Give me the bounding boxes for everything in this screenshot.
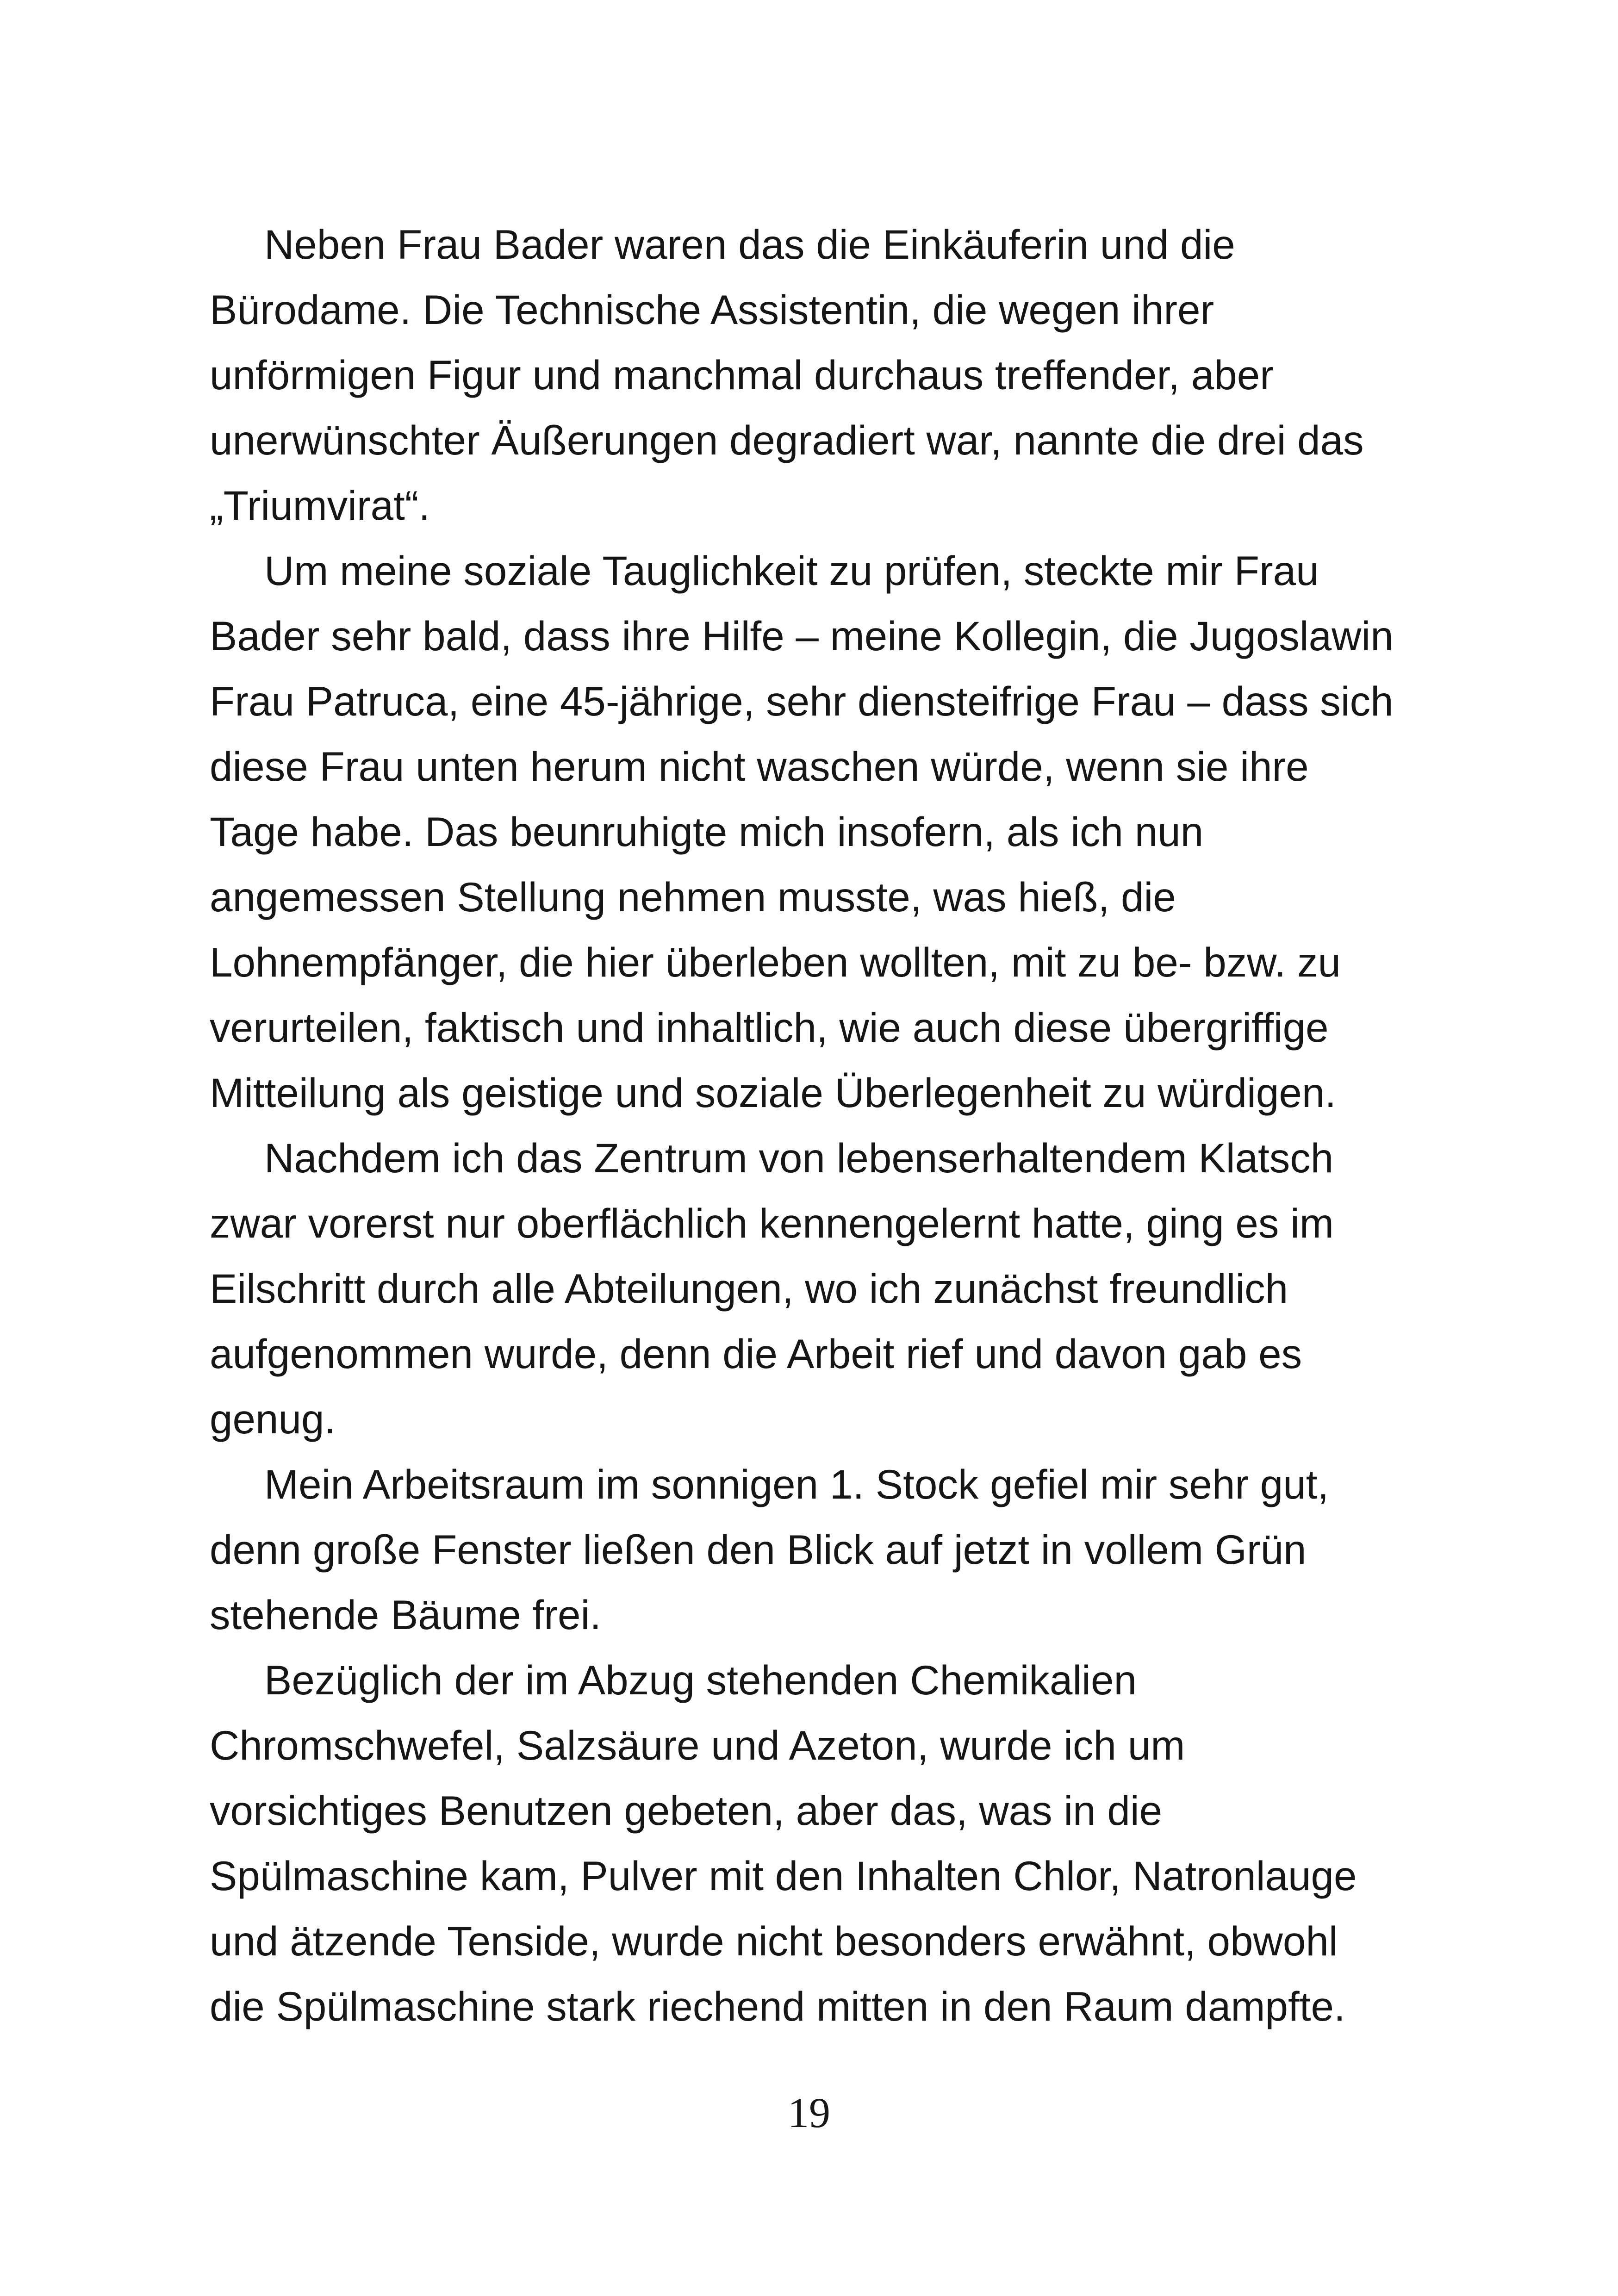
text-line: Um meine soziale Tauglichkeit zu prüfen, steckte mir Frau (264, 548, 1319, 594)
text-line: zwar vorerst nur oberflächlich kennengelernt hatte, ging es im (210, 1200, 1334, 1246)
text-line: Nachdem ich das Zentrum von lebenserhaltendem Klatsch (264, 1135, 1334, 1181)
text-line: „Triumvirat“. (210, 482, 430, 529)
text-line: Spülmaschine kam, Pulver mit den Inhalten Chlor, Natronlauge (210, 1853, 1357, 1899)
text-line: vorsichtiges Benutzen gebeten, aber das, was in die (210, 1787, 1163, 1834)
paragraph-3 (210, 1126, 1422, 1452)
text-line: Bader sehr bald, dass ihre Hilfe – meine Kollegin, die Jugoslawin (210, 613, 1394, 659)
text-line: genug. (210, 1396, 336, 1442)
text-line: unförmigen Figur und manchmal durchaus treffender, aber (210, 352, 1274, 398)
text-line: Chromschwefel, Salzsäure und Azeton, wurde ich um (210, 1722, 1185, 1768)
text-line: diese Frau unten herum nicht waschen würde, wenn sie ihre (210, 743, 1309, 790)
text-line: unerwünschter Äußerungen degradiert war, nannte die drei das (210, 417, 1364, 463)
text-line: Neben Frau Bader waren das die Einkäuferin und die (264, 221, 1235, 268)
text-line: verurteilen, faktisch und inhaltlich, wie auch diese übergriffige (210, 1004, 1329, 1051)
text-line: Mein Arbeitsraum im sonnigen 1. Stock gefiel mir sehr gut, (264, 1461, 1329, 1507)
page-number: 19 (788, 2089, 830, 2136)
text-line: Mitteilung als geistige und soziale Überlegenheit zu würdigen. (210, 1070, 1337, 1116)
text-line: und ätzende Tenside, wurde nicht besonders erwähnt, obwohl (210, 1918, 1338, 1964)
text-line: die Spülmaschine stark riechend mitten in den Raum dampfte. (210, 1983, 1345, 2029)
text-line: Tage habe. Das beunruhigte mich insofern, als ich nun (210, 809, 1204, 855)
paragraph-5 (210, 1648, 1422, 2039)
text-line: Eilschritt durch alle Abteilungen, wo ich zunächst freundlich (210, 1265, 1288, 1312)
paragraph-2 (210, 538, 1422, 1126)
text-line: Bürodame. Die Technische Assistentin, die wegen ihrer (210, 286, 1214, 333)
text-line: Frau Patruca, eine 45-jährige, sehr diensteifrige Frau – dass sich (210, 678, 1394, 724)
paragraph-4 (210, 1452, 1422, 1648)
text-line: Bezüglich der im Abzug stehenden Chemikalien (264, 1657, 1137, 1703)
text-line: stehende Bäume frei. (210, 1592, 602, 1638)
paragraph-1 (210, 212, 1422, 538)
text-line: denn große Fenster ließen den Blick auf jetzt in vollem Grün (210, 1526, 1307, 1573)
text-line: aufgenommen wurde, denn die Arbeit rief und davon gab es (210, 1331, 1302, 1377)
text-line: angemessen Stellung nehmen musste, was hieß, die (210, 874, 1176, 920)
text-line: Lohnempfänger, die hier überleben wollten, mit zu be- bzw. zu (210, 939, 1341, 985)
body-text (210, 212, 1422, 2039)
